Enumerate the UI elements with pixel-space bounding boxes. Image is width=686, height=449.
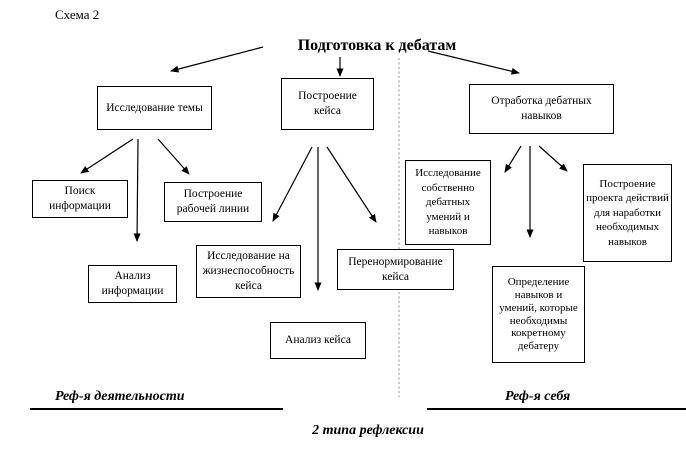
arrow-case-to-viability: [273, 147, 312, 221]
node-info-analysis: Анализ информации: [88, 265, 177, 303]
node-own-skills-research: Исследование собственно дебатных умений и навыков: [405, 160, 491, 245]
node-case-renorm: Перенормирование кейса: [337, 249, 454, 290]
node-info-search: Поиск информации: [32, 180, 128, 218]
arrow-skills-to-project: [539, 146, 567, 171]
node-working-line: Построение рабочей линии: [164, 182, 262, 222]
footer-label-self-reflection: Реф-я себя: [505, 389, 571, 404]
footer-caption-two-types: 2 типа рефлексии: [312, 423, 424, 438]
scheme-label: Схема 2: [55, 7, 100, 22]
node-action-project: Построение проекта действий для наработки необходимых навыков: [583, 164, 672, 262]
arrow-case-to-renorm: [327, 147, 376, 222]
node-research-topic: Исследование темы: [97, 86, 212, 130]
diagram-title: Подготовка к дебатам: [297, 37, 457, 54]
node-skills-definition: Определение навыков и умений, которые необходимы кокретному дебатеру: [492, 266, 585, 363]
footer-label-activity-reflection: Реф-я деятельности: [55, 389, 185, 404]
node-skills-practice: Отработка дебатных навыков: [469, 84, 614, 134]
node-case-viability: Исследование на жизнеспособность кейса: [196, 245, 301, 298]
arrow-research-to-working-line: [158, 139, 189, 174]
arrow-research-to-info-search: [81, 139, 133, 173]
node-case-analysis: Анализ кейса: [270, 322, 366, 359]
arrow-title-to-research-topic: [171, 47, 263, 71]
arrow-research-to-info-analysis: [137, 139, 138, 241]
node-case-building: Построение кейса: [281, 78, 374, 130]
arrow-skills-to-own-skills: [505, 146, 521, 172]
